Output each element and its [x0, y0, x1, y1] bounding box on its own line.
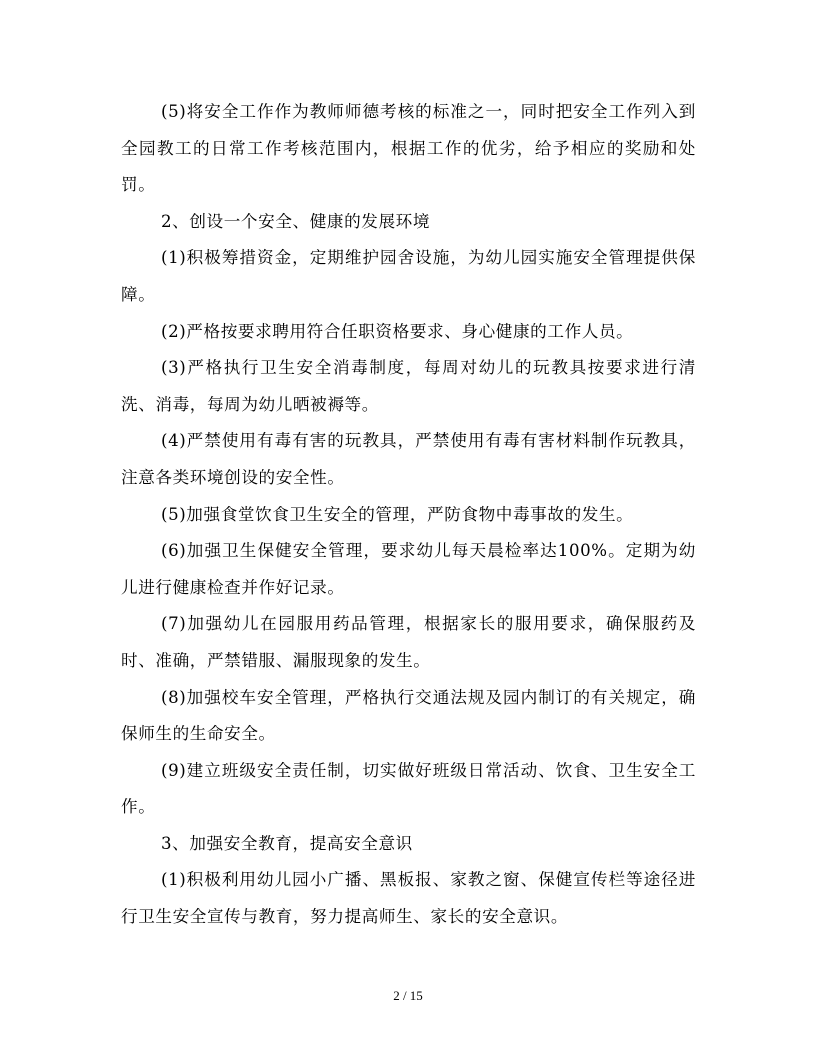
paragraph-item-2-staffing: (2)严格按要求聘用符合任职资格要求、身心健康的工作人员。 [161, 321, 634, 341]
document-body [121, 94, 696, 936]
paragraph-item-5-assessment: (5)将安全工作作为教师师德考核的标准之一，同时把安全工作列入到全园教工的日常工作考核范围内，根据工作的优劣，给予相应的奖励和处罚。 [121, 102, 696, 195]
paragraph-item-5-canteen: (5)加强食堂饮食卫生安全的管理，严防食物中毒事故的发生。 [161, 504, 634, 524]
section-heading-3: 3、加强安全教育，提高安全意识 [161, 833, 413, 853]
paragraph-item-8-school-bus: (8)加强校车安全管理，严格执行交通法规及园内制订的有关规定，确保师生的生命安全。 [121, 687, 696, 744]
paragraph-item-1-publicity: (1)积极利用幼儿园小广播、黑板报、家教之窗、保健宣传栏等途径进行卫生安全宣传与教育，努力提高师生、家长的安全意识。 [121, 870, 696, 927]
paragraph-item-9-class-responsibility: (9)建立班级安全责任制，切实做好班级日常活动、饮食、卫生安全工作。 [121, 760, 696, 817]
paragraph-item-4-toys: (4)严禁使用有毒有害的玩教具，严禁使用有毒有害材料制作玩教具，注意各类环境创设的安全性。 [121, 431, 696, 487]
paragraph-item-3-disinfection: (3)严格执行卫生安全消毒制度，每周对幼儿的玩教具按要求进行清洗、消毒，每周为幼儿晒被褥等。 [121, 358, 696, 414]
paragraph-item-6-health: (6)加强卫生保健安全管理，要求幼儿每天晨检率达100%。定期为幼儿进行健康检查并作好记录。 [121, 541, 696, 597]
paragraph-item-1-funding: (1)积极筹措资金，定期维护园舍设施，为幼儿园实施安全管理提供保障。 [121, 248, 696, 304]
paragraph-item-7-medicine: (7)加强幼儿在园服用药品管理，根据家长的服用要求，确保服药及时、准确，严禁错服、漏服现象的发生。 [121, 614, 696, 670]
page-number: 2 / 15 [393, 988, 423, 1003]
section-heading-2: 2、创设一个安全、健康的发展环境 [161, 211, 431, 231]
